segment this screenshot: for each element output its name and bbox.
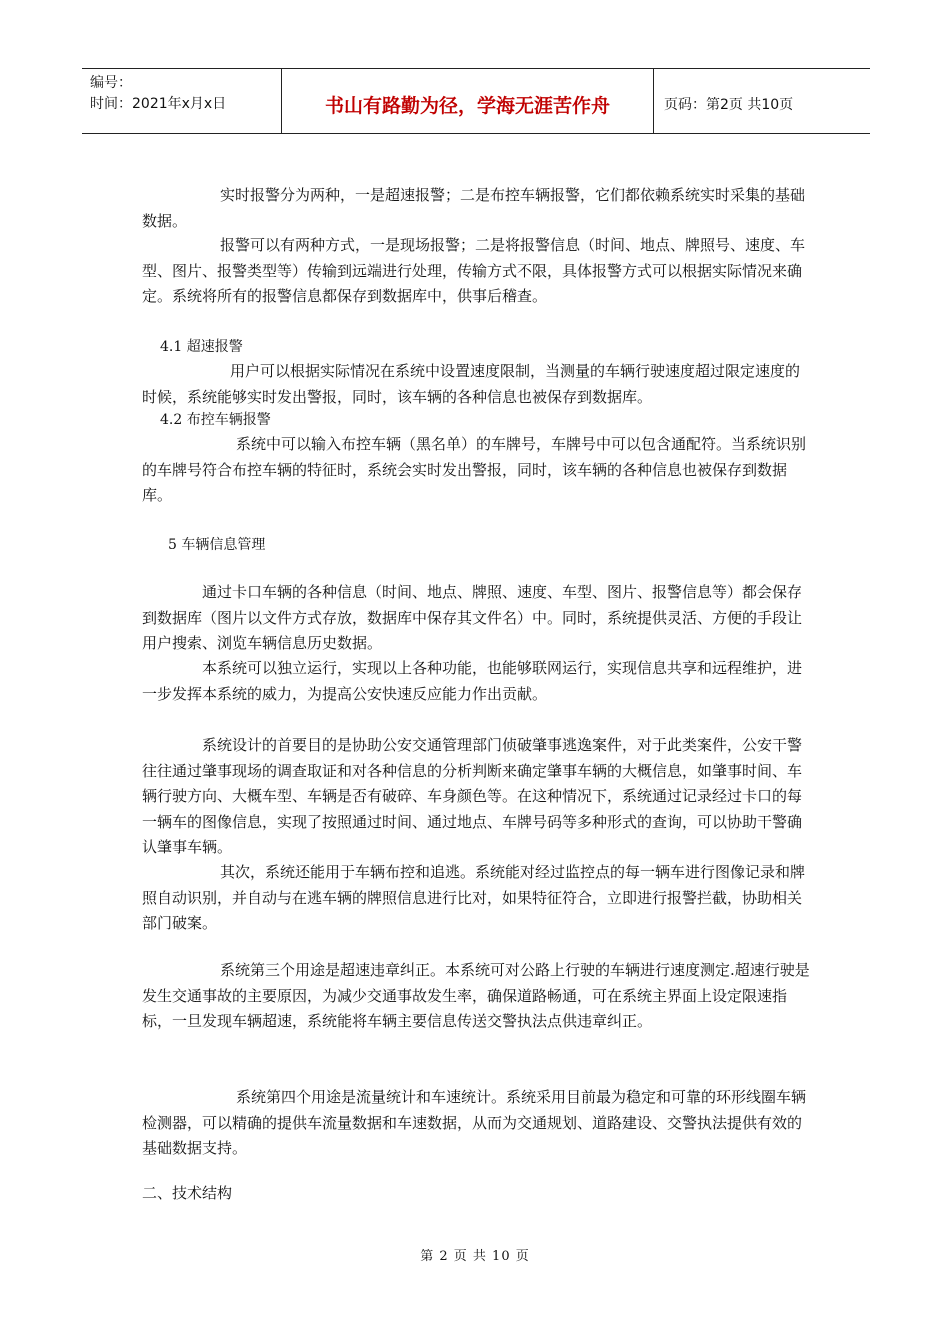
- paragraph-third-purpose: 系统第三个用途是超速违章纠正。本系统可对公路上行驶的车辆进行速度测定.超速行驶是发生交通事故的主要原因，为减少交通事故发生率，确保道路畅通，可在系统主界面上设定限速指标，一旦发现车辆超速，系统能将车辆主要信息传送交警执法点供违章纠正。: [142, 961, 810, 1030]
- paragraph-second-purpose: 其次，系统还能用于车辆布控和追逃。系统能对经过监控点的每一辆车进行图像记录和牌照自动识别，并自动与在逃车辆的牌照信息进行比对，如果特征符合，立即进行报警拦截，协助相关部门破案。: [142, 863, 806, 932]
- paragraph-speeding-alarm: 用户可以根据实际情况在系统中设置速度限制，当测量的车辆行驶速度超过限定速度的时候，系统能够实时发出警报，同时，该车辆的各种信息也被保存到数据库。: [142, 362, 801, 406]
- paragraph-primary-purpose: 系统设计的首要目的是协助公安交通管理部门侦破肇事逃逸案件，对于此类案件，公安干警往往通过肇事现场的调查取证和对各种信息的分析判断来确定肇事车辆的大概信息，如肇事时间、车辆行驶方向、大概车型、车辆是否有破碎、车身颜色等。在这种情况下，系统通过记录经过卡口的每一辆车的图像信息，实现了按照通过时间、通过地点、车牌号码等多种形式的查询，可以协助干警确认肇事车辆。: [142, 736, 803, 856]
- paragraph-standalone-network: 本系统可以独立运行，实现以上各种功能，也能够联网运行，实现信息共享和远程维护，进一步发挥本系统的威力，为提高公安快速反应能力作出贡献。: [142, 659, 803, 703]
- paragraph-vehicle-info: 通过卡口车辆的各种信息（时间、地点、牌照、速度、车型、图片、报警信息等）都会保存到数据库（图片以文件方式存放，数据库中保存其文件名）中。同时，系统提供灵活、方便的手段让用户搜索、浏览车辆信息历史数据。: [142, 583, 803, 652]
- header-motto: 书山有路勤为径，学海无涯苦作舟: [282, 69, 654, 133]
- paragraph-alarm-methods: 报警可以有两种方式，一是现场报警；二是将报警信息（时间、地点、牌照号、速度、车型、图片、报警类型等）传输到远端进行处理，传输方式不限，具体报警方式可以根据实际情况来确定。系统将所有的报警信息都保存到数据库中，供事后稽查。: [142, 236, 806, 305]
- document-number-label: 编号：: [90, 75, 132, 91]
- section-heading-5: 5 车辆信息管理: [168, 537, 266, 553]
- page-footer: 第 2 页 共 10 页: [420, 1249, 530, 1264]
- section-heading-4-2: 4.2 布控车辆报警: [160, 412, 271, 428]
- page-header: [82, 68, 870, 134]
- paragraph-realtime-alarm: 实时报警分为两种，一是超速报警；二是布控车辆报警，它们都依赖系统实时采集的基础数据。: [142, 186, 806, 230]
- section-heading-4-1: 4.1 超速报警: [160, 339, 243, 355]
- header-page-number: 页码：第2页 共10页: [664, 97, 794, 113]
- paragraph-fourth-purpose: 系统第四个用途是流量统计和车速统计。系统采用目前最为稳定和可靠的环形线圈车辆检测器，可以精确的提供车流量数据和车速数据，从而为交通规划、道路建设、交警执法提供有效的基础数据支持。: [142, 1088, 807, 1157]
- section-heading-technical-structure: 二、技术结构: [142, 1184, 233, 1202]
- paragraph-blacklist-alarm: 系统中可以输入布控车辆（黑名单）的车牌号，车牌号中可以包含通配符。当系统识别的车牌号符合布控车辆的特征时，系统会实时发出警报，同时，该车辆的各种信息也被保存到数据库。: [142, 435, 807, 504]
- document-date-label: 时间：2021年x月x日: [90, 96, 227, 112]
- header-meta: [82, 69, 282, 133]
